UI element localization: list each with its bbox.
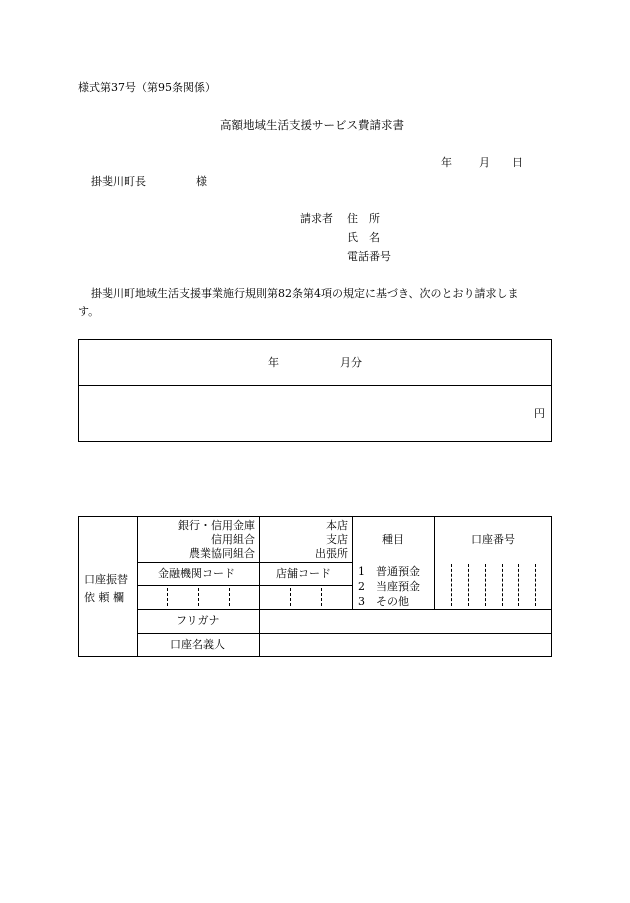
bank-col-line-3 — [352, 516, 353, 609]
account-number-divider — [502, 564, 503, 606]
addressee-name: 掛斐川町長 — [91, 175, 146, 188]
amount-year[interactable]: 年 — [268, 356, 279, 369]
account-number-divider — [468, 564, 469, 606]
account-number-header: 口座番号 — [471, 533, 515, 546]
branch-type-main: 本店 — [326, 519, 348, 532]
bank-row-line-2 — [137, 585, 352, 586]
bank-section-label-2: 依 頼 欄 — [84, 591, 124, 604]
inst-code-divider — [229, 588, 230, 606]
bank-col-line-4 — [434, 516, 435, 609]
inst-code-divider — [167, 588, 168, 606]
amount-month-portion[interactable]: 月分 — [340, 356, 362, 369]
bank-col-line-1 — [137, 516, 138, 657]
institution-type-agri-coop: 農業協同組合 — [189, 547, 255, 560]
branch-type-branch: 支店 — [326, 533, 348, 546]
branch-type-office: 出張所 — [315, 547, 348, 560]
account-holder-label: 口座名義人 — [170, 638, 225, 651]
inst-code-divider — [198, 588, 199, 606]
page-title: 高額地域生活支援サービス費請求書 — [220, 118, 404, 132]
bank-row-line-3 — [137, 609, 552, 610]
furigana-label: フリガナ — [176, 614, 220, 627]
account-number-divider — [451, 564, 452, 606]
addressee-honorific: 様 — [196, 175, 207, 188]
claimant-label: 請求者 — [300, 212, 333, 225]
branch-code-label: 店舗コード — [276, 567, 331, 580]
account-kind-other[interactable]: 3 その他 — [358, 595, 409, 608]
institution-code-label: 金融機関コード — [158, 567, 235, 580]
date-day[interactable]: 日 — [512, 156, 523, 169]
bank-section-label-1: 口座振替 — [84, 573, 128, 586]
account-kind-header: 種目 — [382, 533, 404, 546]
account-kind-current[interactable]: 2 当座預金 — [358, 580, 420, 593]
amount-box-divider — [78, 385, 552, 386]
body-text-line-1: 掛斐川町地域生活支援事業施行規則第82条第4項の規定に基づき、次のとおり請求しま — [91, 287, 519, 300]
account-number-divider — [485, 564, 486, 606]
branch-code-divider — [321, 588, 322, 606]
amount-yen[interactable]: 円 — [534, 407, 545, 420]
date-month[interactable]: 月 — [479, 156, 490, 169]
institution-type-bank: 銀行・信用金庫 — [178, 519, 255, 532]
bank-row-line-4 — [137, 633, 552, 634]
account-number-divider — [518, 564, 519, 606]
account-kind-ordinary[interactable]: 1 普通預金 — [358, 565, 420, 578]
branch-code-divider — [290, 588, 291, 606]
claimant-address-label[interactable]: 住 所 — [347, 212, 380, 225]
institution-type-credit-union: 信用組合 — [211, 533, 255, 546]
account-number-divider — [535, 564, 536, 606]
form-number: 様式第37号（第95条関係） — [78, 81, 216, 94]
date-year[interactable]: 年 — [441, 156, 452, 169]
claimant-name-label[interactable]: 氏 名 — [347, 231, 380, 244]
claimant-phone-label[interactable]: 電話番号 — [347, 250, 391, 263]
bank-row-line-1 — [137, 562, 352, 563]
amount-box — [78, 339, 552, 442]
body-text-line-2: す。 — [78, 305, 100, 318]
